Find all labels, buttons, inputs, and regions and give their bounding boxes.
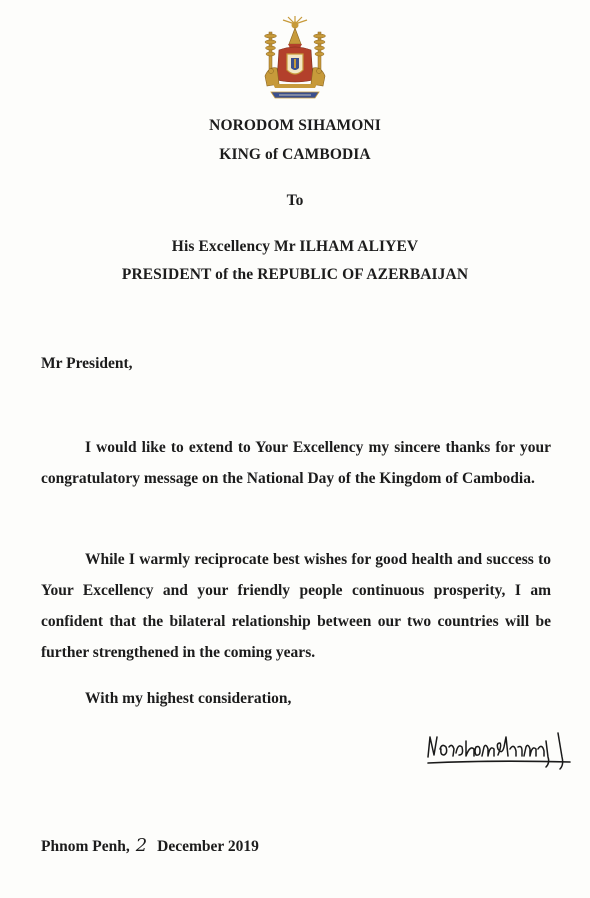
to-label: To: [286, 192, 304, 209]
place-date: [41, 835, 259, 856]
recipient-name: His Excellency Mr ILHAM ALIYEV: [171, 238, 419, 255]
royal-arms-of-cambodia-icon: [255, 14, 335, 104]
closing: With my highest consideration,: [85, 690, 292, 707]
date-month-year: December 2019: [157, 838, 259, 855]
handwritten-signature-icon: [424, 727, 574, 773]
sender-title: KING of CAMBODIA: [219, 146, 371, 163]
salutation: Mr President,: [41, 355, 133, 372]
body-paragraph-text: While I warmly reciprocate best wishes for good health and success to Your Excellency and your friendly people continuous prosperity, I am confident that the bilateral relationship between our two countries will be further strengthened in the coming years.: [41, 551, 551, 661]
body-paragraph-text: I would like to extend to Your Excellency my sincere thanks for your congratulatory message on the National Day of the Kingdom of Cambodia.: [41, 439, 551, 487]
recipient-title: PRESIDENT of the REPUBLIC OF AZERBAIJAN: [121, 266, 469, 283]
date-day: 2: [135, 835, 148, 856]
sender-name: NORODOM SIHAMONI: [209, 117, 381, 134]
body-paragraph: [41, 432, 551, 494]
place: Phnom Penh,: [41, 838, 130, 855]
body-paragraph: [41, 544, 551, 668]
